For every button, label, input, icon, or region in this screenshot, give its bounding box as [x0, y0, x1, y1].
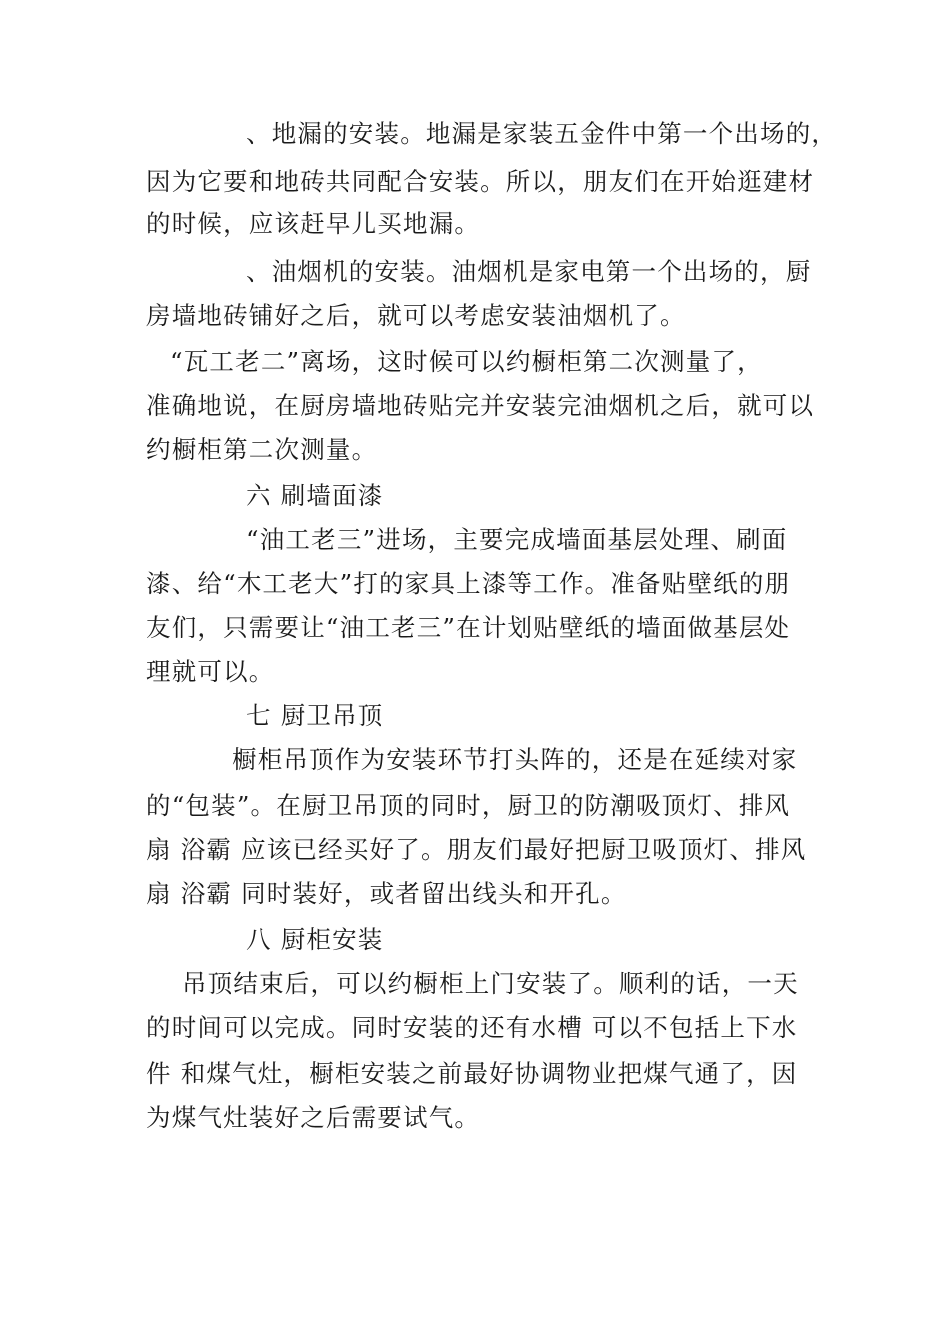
section-heading: 八 厨柜安装 [246, 925, 384, 954]
paragraph-line: 因为它要和地砖共同配合安装。所以，朋友们在开始逛建材 [146, 167, 815, 196]
paragraph-line: 友们，只需要让“油工老三”在计划贴壁纸的墙面做基层处 [146, 613, 791, 642]
paragraph-line: 的时候，应该赶早儿买地漏。 [146, 209, 481, 238]
paragraph-line: 房墙地砖铺好之后，就可以考虑安装油烟机了。 [146, 301, 686, 330]
paragraph-line: “油工老三”进场，主要完成墙面基层处理、刷面 [246, 525, 788, 554]
paragraph-line: 扇 浴霸 同时装好，或者留出线头和开孔。 [146, 879, 627, 908]
paragraph-line: 橱柜吊顶作为安装环节打头阵的，还是在延续对家 [232, 745, 798, 774]
paragraph-line: 为煤气灶装好之后需要试气。 [146, 1103, 481, 1132]
paragraph-line: 理就可以。 [146, 657, 275, 686]
paragraph-line: 件 和煤气灶，橱柜安装之前最好协调物业把煤气通了，因 [146, 1059, 798, 1088]
paragraph-line: “瓦工老二”离场，这时候可以约橱柜第二次测量了， [170, 347, 763, 376]
paragraph-line: 扇 浴霸 应该已经买好了。朋友们最好把厨卫吸顶灯、排风 [146, 835, 807, 864]
paragraph-line: 漆、给“木工老大”打的家具上漆等工作。准备贴壁纸的朋 [146, 569, 791, 598]
section-heading: 六 刷墙面漆 [246, 481, 384, 510]
paragraph-line: 准确地说，在厨房墙地砖贴完并安装完油烟机之后，就可以 [146, 391, 815, 420]
paragraph-line: 、油烟机的安装。油烟机是家电第一个出场的，厨 [246, 257, 812, 286]
paragraph-line: 、地漏的安装。地漏是家装五金件中第一个出场的， [246, 119, 838, 148]
section-heading: 七 厨卫吊顶 [246, 701, 384, 730]
paragraph-line: 约橱柜第二次测量。 [146, 435, 378, 464]
paragraph-line: 吊顶结束后，可以约橱柜上门安装了。顺利的话，一天 [182, 969, 799, 998]
paragraph-line: 的“包装”。在厨卫吊顶的同时，厨卫的防潮吸顶灯、排风 [146, 791, 791, 820]
paragraph-line: 的时间可以完成。同时安装的还有水槽 可以不包括上下水 [146, 1013, 798, 1042]
